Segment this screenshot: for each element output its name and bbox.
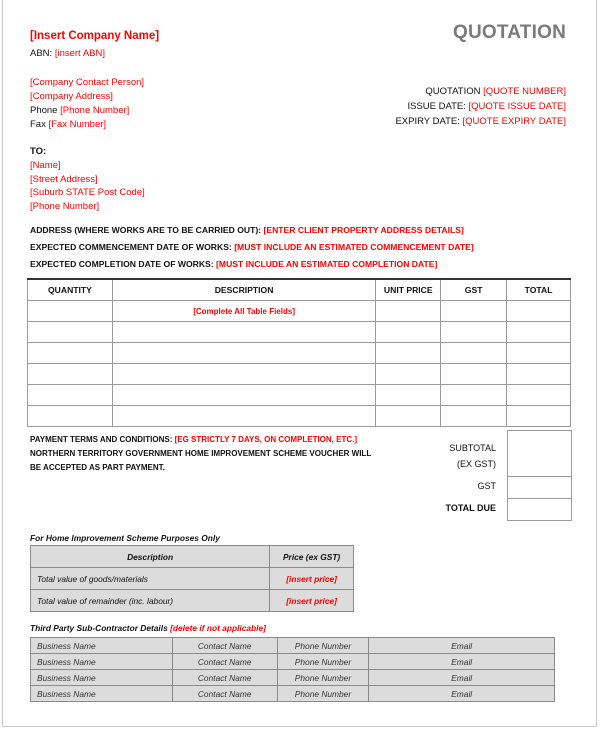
col-quantity: QUANTITY (28, 279, 113, 301)
abn-label: ABN: (30, 48, 53, 59)
quote-number-line (425, 85, 566, 98)
quote-number-field[interactable]: [QUOTE NUMBER] (483, 86, 566, 97)
table-row (28, 364, 571, 385)
gst-cell[interactable] (441, 364, 507, 385)
table-row (28, 406, 571, 427)
document-title: QUOTATION (453, 22, 566, 43)
phone-number-field[interactable]: Phone Number (277, 638, 369, 654)
fax-label: Fax (30, 119, 46, 130)
unit-price-cell[interactable] (376, 364, 441, 385)
col-description: DESCRIPTION (112, 279, 375, 301)
unit-price-cell[interactable] (376, 322, 441, 343)
business-name-field[interactable]: Business Name (31, 654, 173, 670)
phone-number-field[interactable]: Phone Number (277, 686, 369, 702)
works-details (30, 222, 474, 273)
quantity-cell[interactable] (28, 301, 113, 322)
phone-number-field[interactable]: Phone Number (277, 670, 369, 686)
quote-number-label: QUOTATION (425, 86, 481, 97)
table-row (31, 670, 555, 686)
total-cell[interactable] (507, 301, 571, 322)
company-name[interactable]: [Insert Company Name] (30, 30, 160, 42)
col-total: TOTAL (507, 279, 571, 301)
unit-price-cell[interactable] (376, 406, 441, 427)
commencement-date-field[interactable]: [MUST INCLUDE AN ESTIMATED COMMENCEMENT DATE] (234, 242, 474, 252)
table-row (28, 301, 571, 322)
fax-field[interactable]: [Fax Number] (48, 119, 107, 130)
recipient-suburb-field[interactable]: [Suburb STATE Post Code] (30, 187, 145, 198)
quantity-cell[interactable] (28, 364, 113, 385)
unit-price-cell[interactable] (376, 343, 441, 364)
gst-cell[interactable] (441, 385, 507, 406)
gst-cell[interactable] (441, 343, 507, 364)
description-cell[interactable] (112, 385, 375, 406)
table-row (28, 322, 571, 343)
home-improvement-title: For Home Improvement Scheme Purposes Only (30, 533, 220, 543)
phone-number-field[interactable]: Phone Number (277, 654, 369, 670)
contact-name-field[interactable]: Contact Name (172, 638, 277, 654)
gst-summary-label: GST (477, 481, 496, 491)
table-row (31, 654, 555, 670)
subcontractor-title-note: [delete if not applicable] (170, 623, 266, 633)
subtotal-label (449, 440, 496, 472)
recipient-phone-field[interactable]: [Phone Number] (30, 201, 100, 212)
quantity-cell[interactable] (28, 406, 113, 427)
home-improvement-table (30, 545, 354, 612)
unit-price-cell[interactable] (376, 385, 441, 406)
table-row (31, 686, 555, 702)
description-cell[interactable] (112, 364, 375, 385)
gst-value-cell[interactable] (508, 477, 572, 499)
expiry-date-line (395, 115, 566, 128)
table-row (31, 638, 555, 654)
contact-person-field[interactable]: [Company Contact Person] (30, 77, 145, 88)
fax-line (30, 118, 106, 131)
payment-terms-label: PAYMENT TERMS AND CONDITIONS: (30, 435, 173, 444)
home-improvement-header-row (31, 546, 354, 568)
hi-col-description: Description (31, 546, 270, 568)
voucher-note-line1: NORTHERN TERRITORY GOVERNMENT HOME IMPROVEMENT SCHEME VOUCHER WILL (30, 449, 372, 458)
recipient-street-field[interactable]: [Street Address] (30, 174, 98, 185)
table-row (31, 590, 354, 612)
commencement-date-label: EXPECTED COMMENCEMENT DATE OF WORKS: (30, 242, 232, 252)
gst-cell[interactable] (441, 406, 507, 427)
expiry-date-field[interactable]: [QUOTE EXPIRY DATE] (462, 116, 566, 127)
description-cell[interactable] (112, 322, 375, 343)
completion-date-field[interactable]: [MUST INCLUDE AN ESTIMATED COMPLETION DATE] (216, 259, 438, 269)
quantity-cell[interactable] (28, 343, 113, 364)
table-row (28, 385, 571, 406)
recipient-name-field[interactable]: [Name] (30, 160, 61, 171)
payment-terms (30, 433, 371, 475)
description-cell[interactable] (112, 343, 375, 364)
abn-line (30, 47, 105, 60)
subtotal-value-cell[interactable] (508, 431, 572, 477)
phone-field[interactable]: [Phone Number] (60, 105, 130, 116)
works-address-line (30, 222, 474, 239)
phone-label: Phone (30, 105, 58, 116)
subtotal-label-line2: (EX GST) (456, 459, 496, 469)
to-label: TO: (30, 146, 47, 157)
company-address-field[interactable]: [Company Address] (30, 91, 113, 102)
issue-date-field[interactable]: [QUOTE ISSUE DATE] (468, 101, 566, 112)
summary-table (507, 430, 572, 521)
description-cell[interactable] (112, 406, 375, 427)
total-due-label: TOTAL DUE (445, 503, 496, 513)
hi-price-field[interactable]: [insert price] (270, 568, 354, 590)
subcontractor-table (30, 637, 555, 702)
business-name-field[interactable]: Business Name (31, 638, 173, 654)
issue-date-line (407, 100, 566, 113)
total-cell[interactable] (507, 322, 571, 343)
issue-date-label: ISSUE DATE: (407, 101, 466, 112)
hi-description-cell: Total value of goods/materials (31, 568, 270, 590)
contact-name-field[interactable]: Contact Name (172, 686, 277, 702)
email-field[interactable]: Email (369, 654, 555, 670)
unit-price-cell[interactable] (376, 301, 441, 322)
completion-date-line (30, 256, 474, 273)
completion-date-label: EXPECTED COMPLETION DATE OF WORKS: (30, 259, 214, 269)
hi-col-price: Price (ex GST) (270, 546, 354, 568)
works-address-label: ADDRESS (WHERE WORKS ARE TO BE CARRIED OUT): (30, 225, 262, 235)
gst-cell[interactable] (441, 301, 507, 322)
col-unit-price: UNIT PRICE (376, 279, 441, 301)
gst-cell[interactable] (441, 322, 507, 343)
contact-name-field[interactable]: Contact Name (172, 670, 277, 686)
voucher-note-line2: BE ACCEPTED AS PART PAYMENT. (30, 463, 165, 472)
hi-price-field[interactable]: [insert price] (270, 590, 354, 612)
table-row (31, 568, 354, 590)
quantity-cell[interactable] (28, 385, 113, 406)
payment-terms-field[interactable]: [EG STRICTLY 7 DAYS, ON COMPLETION, ETC.] (174, 435, 358, 444)
subcontractor-title (30, 623, 266, 633)
total-cell[interactable] (507, 364, 571, 385)
email-field[interactable]: Email (369, 638, 555, 654)
business-name-field[interactable]: Business Name (31, 670, 173, 686)
total-cell[interactable] (507, 343, 571, 364)
description-cell[interactable]: [Complete All Table Fields] (112, 301, 375, 322)
works-address-field[interactable]: [ENTER CLIENT PROPERTY ADDRESS DETAILS] (263, 225, 464, 235)
quantity-cell[interactable] (28, 322, 113, 343)
total-cell[interactable] (507, 385, 571, 406)
expiry-date-label: EXPIRY DATE: (395, 116, 460, 127)
hi-description-cell: Total value of remainder (inc. labour) (31, 590, 270, 612)
business-name-field[interactable]: Business Name (31, 686, 173, 702)
subcontractor-title-text: Third Party Sub-Contractor Details (30, 623, 168, 633)
email-field[interactable]: Email (369, 670, 555, 686)
payment-terms-line (30, 433, 371, 447)
col-gst: GST (441, 279, 507, 301)
abn-field[interactable]: [insert ABN] (54, 48, 105, 59)
total-cell[interactable] (507, 406, 571, 427)
items-header-row (28, 279, 571, 301)
email-field[interactable]: Email (369, 686, 555, 702)
total-due-value-cell[interactable] (508, 499, 572, 521)
items-table (27, 278, 571, 427)
phone-line (30, 104, 129, 117)
commencement-date-line (30, 239, 474, 256)
subtotal-label-line1: SUBTOTAL (449, 443, 496, 453)
contact-name-field[interactable]: Contact Name (172, 654, 277, 670)
table-row (28, 343, 571, 364)
